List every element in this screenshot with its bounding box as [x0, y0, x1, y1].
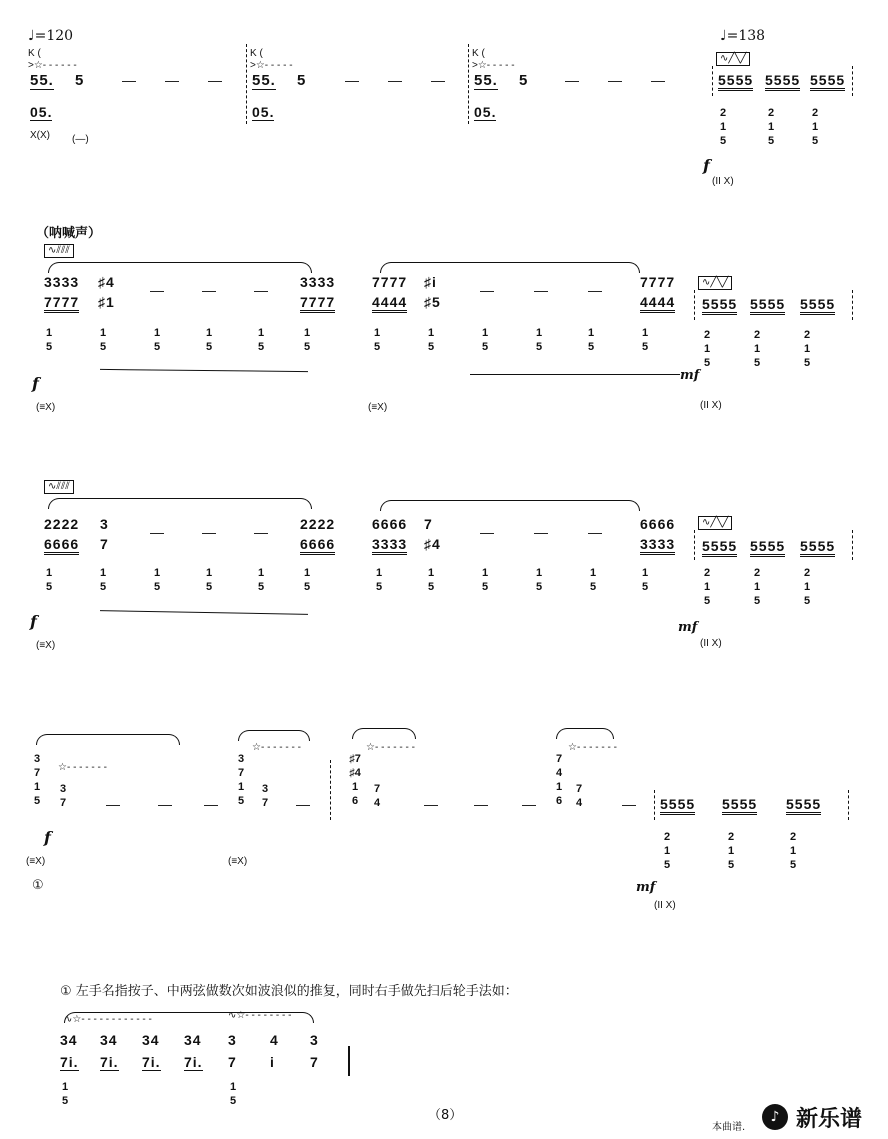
ornament-top: K ( [472, 48, 485, 59]
slur [48, 498, 312, 509]
footnote-upper: 34 [60, 1032, 78, 1048]
ornament-line: >☆- - - - - - [28, 60, 77, 71]
chord-column: 2 1 5 [703, 567, 711, 607]
chord-column: 2 1 5 [719, 107, 727, 147]
technique-mark: (≡X) [26, 856, 46, 867]
note-hold: 5 [75, 72, 85, 89]
chord-column: 1 5 [535, 567, 543, 593]
chord-column: 1 5 [229, 1081, 237, 1107]
ornament-line: >☆- - - - - [472, 60, 515, 71]
barline [852, 66, 853, 96]
footnote-lower: 7 [228, 1054, 237, 1070]
footnote-lower: 7i. [184, 1054, 203, 1070]
chord-column: 2 1 5 [663, 831, 671, 871]
barline [468, 44, 469, 124]
dash: — [588, 282, 602, 298]
barline [712, 66, 713, 96]
chord-column: 1 5 [303, 327, 311, 353]
dash: — [588, 524, 602, 540]
footnote-upper: 3 [310, 1032, 319, 1048]
dash: — [431, 72, 445, 88]
ornament-line: ☆- - - - - - - [568, 742, 617, 753]
brand-logo-icon[interactable]: ♪ [762, 1104, 788, 1130]
dash: — [204, 796, 218, 812]
chord-column: 1 5 [481, 567, 489, 593]
note-low: 05. [30, 104, 53, 120]
fast-beat: 5555 [800, 296, 835, 315]
ornament-line: >☆- - - - - [250, 60, 293, 71]
upper-end: 3333 [300, 274, 336, 290]
chord-column: 1 5 [99, 327, 107, 353]
barline [852, 530, 853, 560]
upper-mid: ♯i [424, 274, 437, 290]
shout-label: （呐喊声） [36, 226, 102, 241]
upper-notes: 7777 [372, 274, 408, 290]
dash: — [424, 796, 438, 812]
chord-column: 1 5 [45, 567, 53, 593]
upper-notes: 2222 [44, 516, 80, 532]
dash: — [534, 282, 548, 298]
fast-beat: 5555 [750, 296, 785, 315]
ornament-line: ∿☆- - - - - - - - [228, 1010, 292, 1021]
chord-column: 1 5 [61, 1081, 69, 1107]
technique-mark: (II X) [700, 638, 722, 649]
dash: — [651, 72, 665, 88]
dash: — [565, 72, 579, 88]
dash: — [608, 72, 622, 88]
chord-stack: 7 4 [575, 783, 583, 809]
lower-end: 4444 [640, 294, 675, 313]
footnote-upper: 34 [184, 1032, 202, 1048]
tempo-marking-2: ♩=138 [720, 28, 766, 44]
note-group: 55. [252, 72, 276, 89]
barline [694, 530, 695, 560]
slur [48, 262, 312, 273]
upper-end: 6666 [640, 516, 676, 532]
slur [380, 262, 640, 273]
slur [556, 728, 614, 739]
technique-mark: (≡X) [36, 402, 56, 413]
fast-beat: 5555 [765, 72, 800, 91]
fast-beat: 5555 [786, 796, 821, 815]
lower-notes: 7777 [44, 294, 79, 313]
chord-column: 2 1 5 [703, 329, 711, 369]
dash: — [480, 282, 494, 298]
slur [352, 728, 416, 739]
dynamic-f: f [32, 374, 39, 393]
chord-column: 2 1 5 [789, 831, 797, 871]
upper-end: 7777 [640, 274, 676, 290]
barline [654, 790, 655, 820]
lower-tie: 7 [100, 536, 109, 552]
note-low: 05. [252, 104, 275, 120]
technique-box: ∿╱╲╱ [716, 52, 750, 66]
dash: — [208, 72, 222, 88]
dash: — [474, 796, 488, 812]
upper-tie: ♯4 [98, 274, 115, 290]
lower-tie: ♯1 [98, 294, 115, 310]
upper-notes: 6666 [372, 516, 408, 532]
footnote-text: ① 左手名指按子、中两弦做数次如波浪似的推复，同时右手做先扫后轮手法如： [60, 984, 518, 999]
barline [848, 790, 849, 820]
footnote-upper: 34 [100, 1032, 118, 1048]
chord-column: 1 5 [257, 567, 265, 593]
chord-column: 1 5 [427, 567, 435, 593]
fast-beat: 5555 [722, 796, 757, 815]
lower-notes: 3333 [372, 536, 407, 555]
chord-column: 2 1 5 [803, 329, 811, 369]
slur [380, 500, 640, 511]
footnote-lower: 7i. [60, 1054, 79, 1070]
dash: — [296, 796, 310, 812]
dash: — [254, 282, 268, 298]
diminuendo-line [470, 374, 680, 375]
slur [36, 734, 180, 745]
dynamic-f: f [703, 156, 710, 175]
upper-notes: 3333 [44, 274, 80, 290]
upper-mid: 7 [424, 516, 433, 532]
ornament-line: ☆- - - - - - - [366, 742, 415, 753]
technique-box: ∿╱╲╱ [698, 276, 732, 290]
page-number: （8） [428, 1108, 463, 1123]
chord-column: 2 1 5 [767, 107, 775, 147]
chord-column: 1 5 [375, 567, 383, 593]
lower-mid: ♯4 [424, 536, 441, 552]
dash: — [345, 72, 359, 88]
lower-notes: 4444 [372, 294, 407, 313]
chord-column: 1 5 [45, 327, 53, 353]
brand-prefix: 本曲谱. [712, 1122, 746, 1133]
chord-column: 1 5 [427, 327, 435, 353]
barline [694, 290, 695, 320]
chord-column: 1 5 [641, 567, 649, 593]
dynamic-mf: mf [680, 368, 700, 383]
ornament-top: K ( [250, 48, 263, 59]
upper-end: 2222 [300, 516, 336, 532]
chord-column: 1 5 [641, 327, 649, 353]
footnote-upper: 34 [142, 1032, 160, 1048]
dash: — [150, 524, 164, 540]
chord-column: 2 1 5 [753, 329, 761, 369]
chord-column: 2 1 5 [811, 107, 819, 147]
lower-end: 6666 [300, 536, 335, 555]
chord-column: 2 1 5 [753, 567, 761, 607]
note-low: 05. [474, 104, 497, 120]
dynamic-mf: mf [678, 620, 698, 635]
final-barline [348, 1046, 350, 1076]
technique-mark: X(X) [30, 130, 50, 141]
barline [330, 760, 331, 820]
dash: — [202, 282, 216, 298]
fast-beat: 5555 [718, 72, 753, 91]
rest-mark: (—) [72, 134, 89, 145]
dash: — [534, 524, 548, 540]
ornament-line: ∿☆- - - - - - - - - - - - [64, 1014, 152, 1025]
note-hold: 5 [297, 72, 307, 89]
dash: — [622, 796, 636, 812]
technique-mark: (II X) [654, 900, 676, 911]
footnote-upper: 4 [270, 1032, 279, 1048]
dash: — [522, 796, 536, 812]
footnote-lower: 7 [310, 1054, 319, 1070]
technique-mark: (≡X) [36, 640, 56, 651]
ornament-top: K ( [28, 48, 41, 59]
chord-column: 1 5 [153, 567, 161, 593]
barline [852, 290, 853, 320]
chord-stack: 3 7 1 5 [237, 753, 245, 807]
technique-mark: (II X) [712, 176, 734, 187]
technique-box: ∿╱╲╱ [698, 516, 732, 530]
technique-mark: (≡X) [368, 402, 388, 413]
fast-beat: 5555 [660, 796, 695, 815]
chord-stack: 7 4 [373, 783, 381, 809]
slur [238, 730, 310, 741]
fast-beat: 5555 [810, 72, 845, 91]
chord-column: 1 5 [205, 327, 213, 353]
upper-tie: 3 [100, 516, 109, 532]
chord-column: 1 5 [153, 327, 161, 353]
chord-stack: 3 7 [261, 783, 269, 809]
dynamic-mf: mf [636, 880, 656, 895]
footnote-lower: 7i. [100, 1054, 119, 1070]
fast-beat: 5555 [702, 296, 737, 315]
fast-beat: 5555 [702, 538, 737, 557]
dash: — [150, 282, 164, 298]
dynamic-f: f [30, 612, 37, 631]
dash: — [388, 72, 402, 88]
footnote-lower: 7i. [142, 1054, 161, 1070]
lower-mid: ♯5 [424, 294, 441, 310]
chord-column: 1 5 [205, 567, 213, 593]
fast-beat: 5555 [750, 538, 785, 557]
chord-stack: 3 7 [59, 783, 67, 809]
chord-column: 1 5 [257, 327, 265, 353]
note-hold: 5 [519, 72, 529, 89]
technique-mark: (≡X) [228, 856, 248, 867]
note-group: 55. [474, 72, 498, 89]
chord-column: 1 5 [373, 327, 381, 353]
ornament-line: ☆- - - - - - - [58, 762, 107, 773]
footnote-upper: 3 [228, 1032, 237, 1048]
lower-end: 3333 [640, 536, 675, 555]
chord-column: 1 5 [587, 327, 595, 353]
lower-end: 7777 [300, 294, 335, 313]
chord-stack: 7 4 1 6 [555, 753, 563, 807]
chord-column: 1 5 [99, 567, 107, 593]
chord-stack: 3 7 1 5 [33, 753, 41, 807]
dash: — [202, 524, 216, 540]
barline [246, 44, 247, 124]
chord-stack: ♯7 ♯4 1 6 [349, 753, 361, 807]
crescendo-line [100, 369, 308, 372]
tempo-marking-1: ♩=120 [28, 28, 74, 44]
dash: — [165, 72, 179, 88]
chord-column: 1 5 [303, 567, 311, 593]
dash: — [158, 796, 172, 812]
dash: — [480, 524, 494, 540]
chord-column: 2 1 5 [727, 831, 735, 871]
chord-column: 1 5 [481, 327, 489, 353]
chord-column: 1 5 [535, 327, 543, 353]
dash: — [106, 796, 120, 812]
dash: — [254, 524, 268, 540]
footnote-lower: i [270, 1054, 275, 1070]
footnote-marker: ① [32, 878, 44, 893]
lower-notes: 6666 [44, 536, 79, 555]
dynamic-f: f [44, 828, 51, 847]
technique-box: ∿⫽⫽⫽ [44, 480, 74, 494]
fast-beat: 5555 [800, 538, 835, 557]
chord-column: 2 1 5 [803, 567, 811, 607]
brand-name[interactable]: 新乐谱 [796, 1107, 863, 1132]
crescendo-line [100, 610, 308, 615]
dash: — [122, 72, 136, 88]
ornament-line: ☆- - - - - - - [252, 742, 301, 753]
technique-mark: (II X) [700, 400, 722, 411]
technique-box: ∿⫽⫽⫽ [44, 244, 74, 258]
chord-column: 1 5 [589, 567, 597, 593]
note-group: 55. [30, 72, 54, 89]
